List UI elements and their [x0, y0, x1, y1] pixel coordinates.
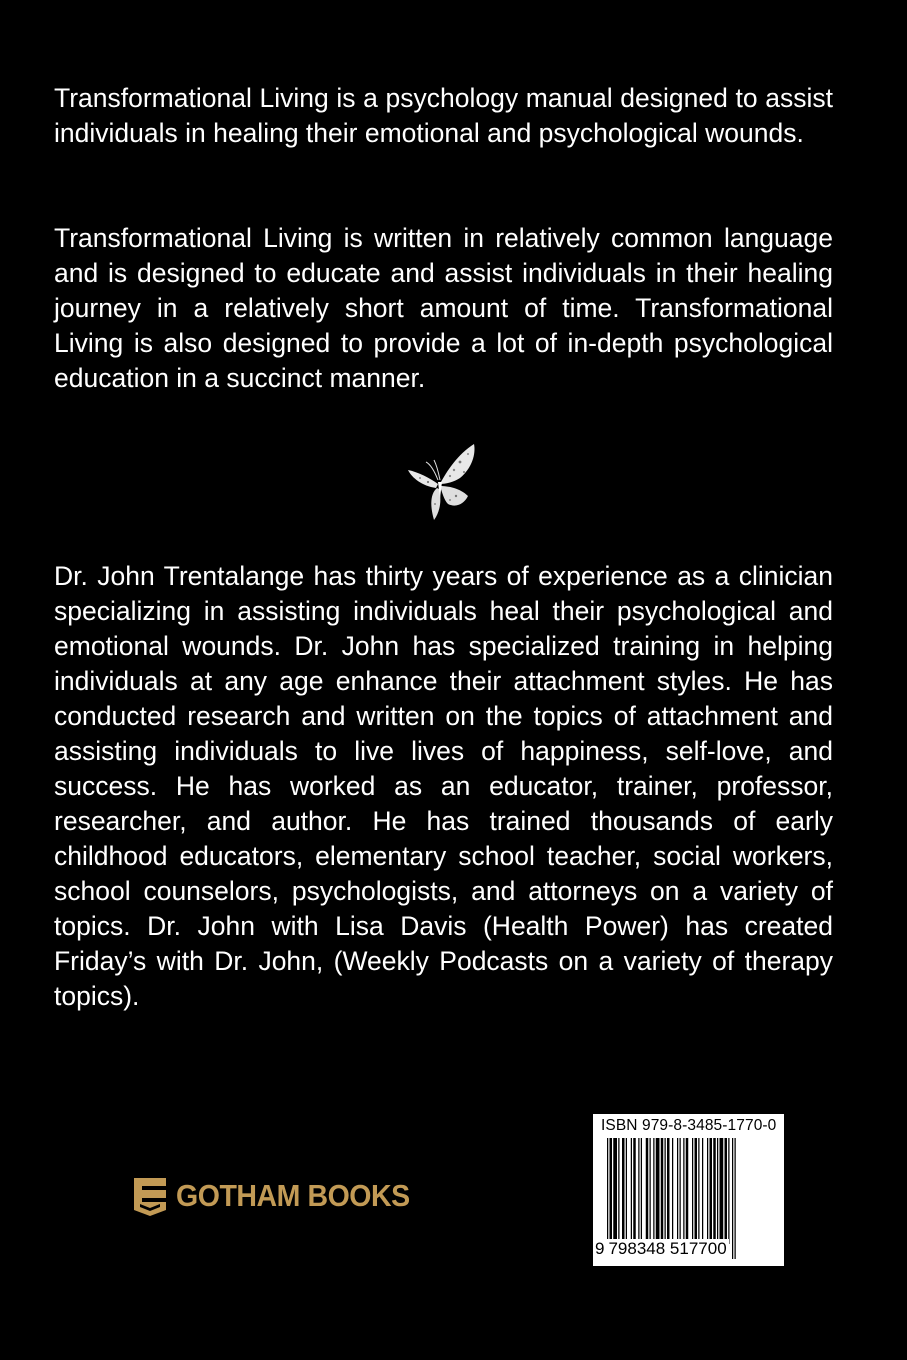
barcode-bar [631, 1138, 632, 1244]
butterfly-icon [402, 440, 482, 524]
barcode-bar [656, 1138, 660, 1244]
barcode-bar [686, 1138, 689, 1244]
barcode-bar [725, 1138, 728, 1244]
barcode-bar [653, 1138, 654, 1244]
barcode-bar [707, 1138, 708, 1244]
barcode-bar [717, 1138, 718, 1244]
description-paragraph-1: Transformational Living is a psychology manual designed to assist individuals in healing their emotional and psychological wounds. [54, 83, 833, 148]
description-paragraph-2: Transformational Living is written in relatively common language and is designed to educate and assist individuals in their healing journey in a relatively short amount of time. Transformational Living is also designed to provide a lot of in-depth psychological education in a succinct manner. [54, 223, 833, 393]
isbn-label: ISBN 979-8-3485-1770-0 [601, 1117, 777, 1134]
publisher-logo [130, 1174, 430, 1218]
barcode-bar [728, 1138, 729, 1244]
barcode-bar [732, 1138, 733, 1259]
barcode-digits-main: 798348 517700 [608, 1239, 727, 1258]
barcode-bar [713, 1138, 716, 1244]
barcode-bar [638, 1138, 639, 1244]
barcode-bar [677, 1138, 678, 1244]
barcode-bar [683, 1138, 684, 1244]
barcode-bar [710, 1138, 713, 1244]
barcode-bar [626, 1138, 627, 1244]
barcode-bar [735, 1138, 736, 1259]
isbn-barcode [593, 1114, 784, 1266]
barcode-bar [698, 1138, 699, 1244]
barcode-bar [622, 1138, 625, 1244]
barcode-bar [702, 1138, 703, 1244]
author-bio-paragraph: Dr. John Trentalange has thirty years of experience as a clinician specializing in assisting individuals heal their psychological and emotional wounds. Dr. John has specialized training in helping individuals at any age enhance their attachment styles. He has conducted research and written on the topics of attachment and assisting individuals to live lives of happiness, self-love, and success. He has worked as an educator, trainer, professor, researcher, and author. He has trained thousands of early childhood educators, elementary school teacher, social workers, school counselors, psychologists, and attorneys on a variety of topics. Dr. John with Lisa Davis (Health Power) has created Friday’s with Dr. John, (Weekly Podcasts on a variety of therapy topics). [54, 561, 833, 1011]
barcode-bar [692, 1138, 693, 1244]
barcode-bar [641, 1138, 642, 1244]
barcode-bar [618, 1138, 619, 1244]
barcode-bar [720, 1138, 724, 1244]
gotham-books-logo-icon [130, 1174, 170, 1218]
barcode-bar [633, 1138, 636, 1244]
barcode-digit-prefix: 9 [595, 1239, 605, 1258]
barcode-bar [695, 1138, 698, 1244]
barcode-bar [646, 1138, 649, 1244]
barcode-bar [680, 1138, 681, 1244]
barcode-bar [613, 1138, 617, 1244]
barcode-bar [665, 1138, 666, 1244]
barcode-bar [661, 1138, 664, 1244]
barcode-bar [650, 1138, 651, 1244]
publisher-name: GOTHAM BOOKS [176, 1178, 410, 1213]
barcode-digits [595, 1239, 729, 1259]
